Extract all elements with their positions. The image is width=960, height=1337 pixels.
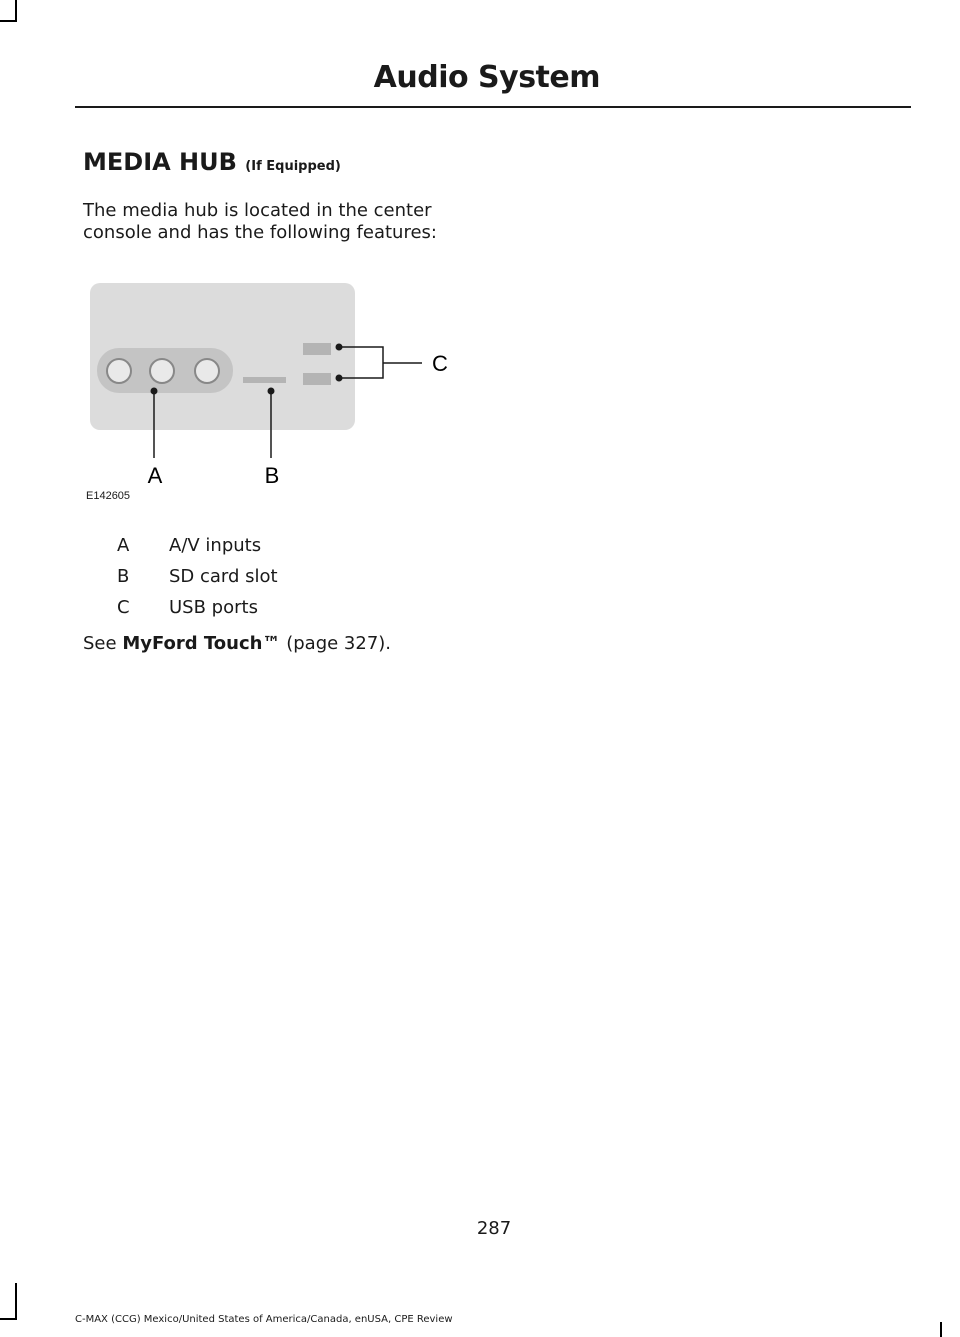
figure-id: E142605 [86,490,131,502]
page-header-title: Audio System [373,60,600,95]
callout-dot-a [151,388,158,395]
legend-key: C [117,597,130,618]
legend-item [117,561,278,592]
intro-paragraph: The media hub is located in the center console and has the following features: [83,200,437,243]
callout-dot-c1 [336,344,343,351]
callout-dot-b [268,388,275,395]
footer-text: C-MAX (CCG) Mexico/United States of America/Canada, enUSA, CPE Review [75,1314,453,1325]
legend-item [117,592,278,623]
crop-mark-bottom-left-vertical [15,1283,17,1320]
av-input-jack-1 [107,359,131,383]
callout-label-b: B [264,463,280,488]
legend-text: SD card slot [169,566,278,587]
cross-reference [83,633,391,654]
media-hub-illustration [83,270,473,515]
legend-key: A [117,535,130,556]
callout-label-c: C [432,351,448,376]
crop-mark-bottom-left-horizontal [0,1318,17,1320]
section-heading [83,148,341,176]
header-rule [75,106,911,108]
legend-text: A/V inputs [169,535,262,556]
legend-key: B [117,566,130,587]
usb-port-2 [303,373,331,385]
crop-mark-bottom-right-vertical [940,1322,942,1337]
legend-list [117,530,278,623]
section-heading-text: MEDIA HUB [83,148,237,176]
section-heading-qualifier: (If Equipped) [245,159,341,174]
av-input-jack-3 [195,359,219,383]
legend-text: USB ports [169,597,258,618]
usb-port-1 [303,343,331,355]
crop-mark-top-left-horizontal [0,20,17,22]
av-input-jack-2 [150,359,174,383]
sd-card-slot [243,377,286,383]
xref-suffix: (page 327). [286,633,392,654]
page-number: 287 [476,1218,512,1239]
callout-label-a: A [147,463,163,488]
callout-dot-c2 [336,375,343,382]
xref-link[interactable]: MyFord Touch™ [122,633,281,654]
xref-prefix: See [83,633,117,654]
legend-item [117,530,278,561]
crop-mark-top-left-vertical [15,0,17,22]
